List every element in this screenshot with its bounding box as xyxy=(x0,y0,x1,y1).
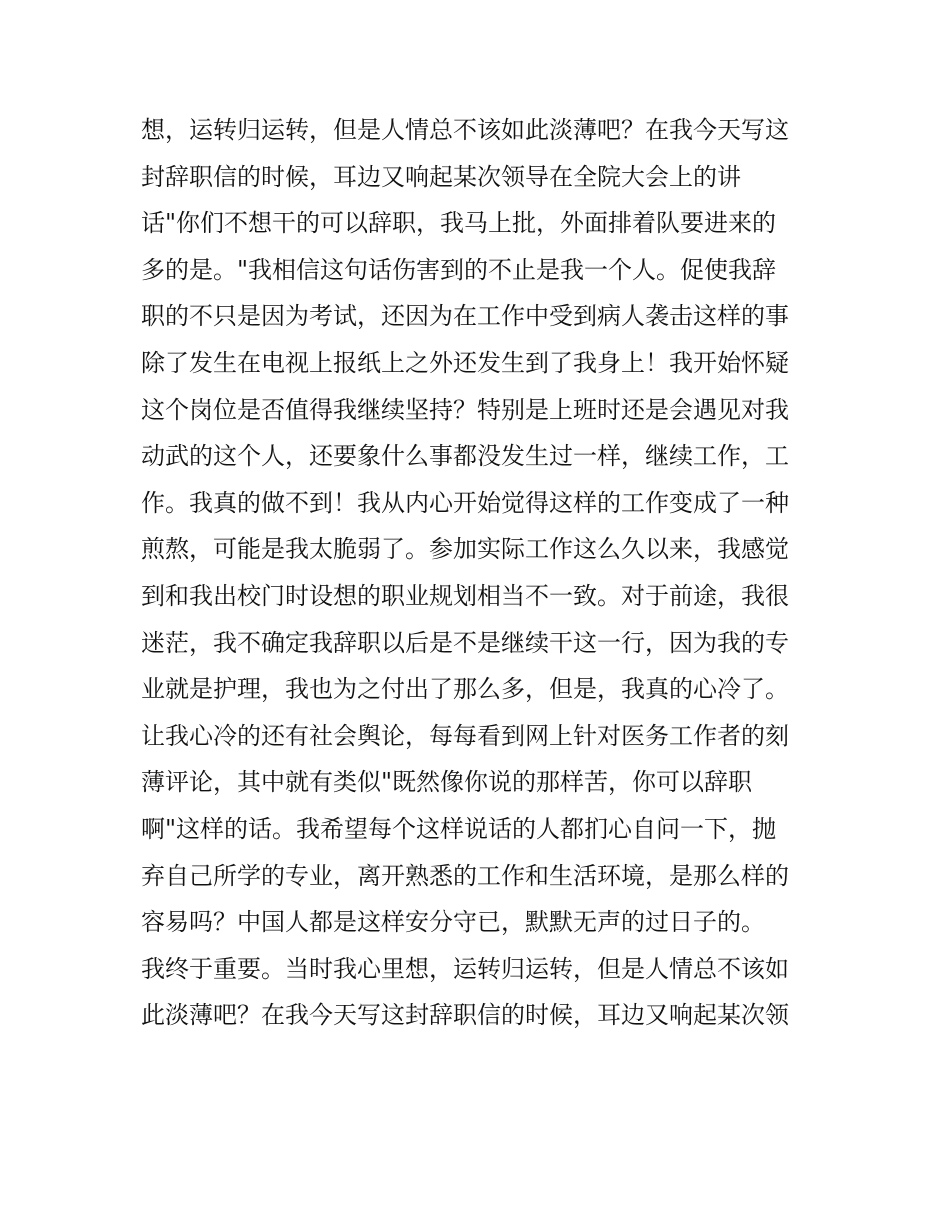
text-line: 想，运转归运转，但是人情总不该如此淡薄吧？在我今天写这 xyxy=(141,116,789,144)
text-line: 薄评论，其中就有类似"既然像你说的那样苦，你可以辞职 xyxy=(141,768,753,797)
text-line: 迷茫，我不确定我辞职以后是不是继续干这一行，因为我的专 xyxy=(141,628,789,657)
text-line: 作。我真的做不到！我从内心开始觉得这样的工作变成了一种 xyxy=(141,488,789,517)
text-line: 业就是护理，我也为之付出了那么多，但是，我真的心冷了。 xyxy=(141,675,789,704)
text-line: 封辞职信的时候，耳边又响起某次领导在全院大会上的讲 xyxy=(141,162,741,191)
text-line: 职的不只是因为考试，还因为在工作中受到病人袭击这样的事 xyxy=(141,302,789,331)
text-line: 容易吗？中国人都是这样安分守已，默默无声的过日子的。 xyxy=(141,908,765,937)
text-line: 除了发生在电视上报纸上之外还发生到了我身上！我开始怀疑 xyxy=(141,348,789,377)
text-line: 这个岗位是否值得我继续坚持？特别是上班时还是会遇见对我 xyxy=(141,395,789,424)
body-text xyxy=(141,107,821,1039)
text-line: 弃自己所学的专业，离开熟悉的工作和生活环境，是那么样的 xyxy=(141,861,789,890)
text-line: 多的是。"我相信这句话伤害到的不止是我一个人。促使我辞 xyxy=(141,255,777,284)
text-line: 到和我出校门时设想的职业规划相当不一致。对于前途，我很 xyxy=(141,581,789,610)
text-line: 话"你们不想干的可以辞职，我马上批，外面排着队要进来的 xyxy=(141,209,777,238)
text-line: 此淡薄吧？在我今天写这封辞职信的时候，耳边又响起某次领 xyxy=(141,1001,789,1030)
text-line: 煎熬，可能是我太脆弱了。参加实际工作这么久以来，我感觉 xyxy=(141,535,789,564)
text-line: 我终于重要。当时我心里想，运转归运转，但是人情总不该如 xyxy=(141,954,789,983)
text-line: 动武的这个人，还要象什么事都没发生过一样，继续工作，工 xyxy=(141,442,789,471)
text-line: 让我心冷的还有社会舆论，每每看到网上针对医务工作者的刻 xyxy=(141,721,789,750)
text-line: 啊"这样的话。我希望每个这样说话的人都扪心自问一下，抛 xyxy=(141,814,777,843)
